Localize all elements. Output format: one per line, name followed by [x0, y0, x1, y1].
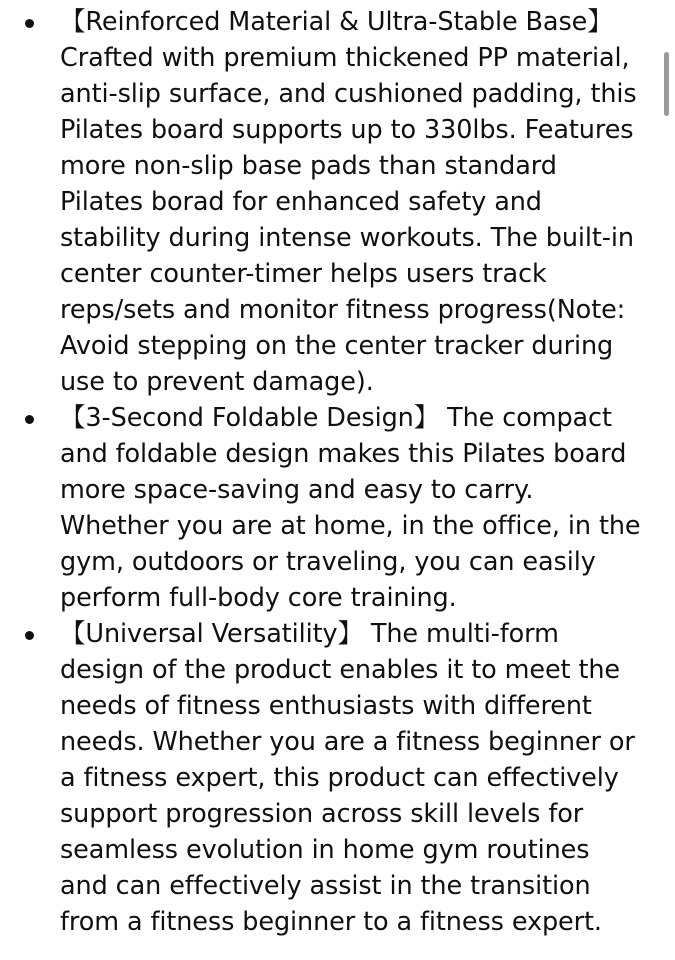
- feature-bullet-text: 【3-Second Foldable Design】 The compact and foldable design makes this Pilates board more space-saving and easy to carry. Whether you are at home, in the office, in the gym, outdoors or traveling, you can easily perform full-body core training.: [60, 403, 641, 613]
- scrollbar-thumb[interactable]: [664, 52, 669, 116]
- feature-bullet-item: [0, 4, 660, 400]
- scrollbar[interactable]: [661, 0, 675, 960]
- feature-bullet-text: 【Reinforced Material & Ultra-Stable Base】 Crafted with premium thickened PP material, anti-slip surface, and cushioned padding, this Pilates board supports up to 330lbs. Features more non-slip base pads than standard Pilates borad for enhanced safety and stability during intense workouts. The built-in center counter-timer helps users track reps/sets and monitor fitness progress(Note: Avoid stepping on the center tracker during use to prevent damage).: [60, 7, 637, 397]
- feature-bullet-item: [0, 616, 660, 940]
- feature-bullet-list: [0, 4, 660, 940]
- bullet-dot-icon: [25, 631, 34, 640]
- bullet-dot-icon: [25, 19, 34, 28]
- feature-bullet-text: 【Universal Versatility】 The multi-form design of the product enables it to meet the needs of fitness enthusiasts with different needs. Whether you are a fitness beginner or a fitness expert, this product can effectively support progression across skill levels for seamless evolution in home gym routines and can effectively assist in the transition from a fitness beginner to a fitness expert.: [60, 619, 635, 937]
- feature-bullet-item: [0, 400, 660, 616]
- bullet-dot-icon: [25, 415, 34, 424]
